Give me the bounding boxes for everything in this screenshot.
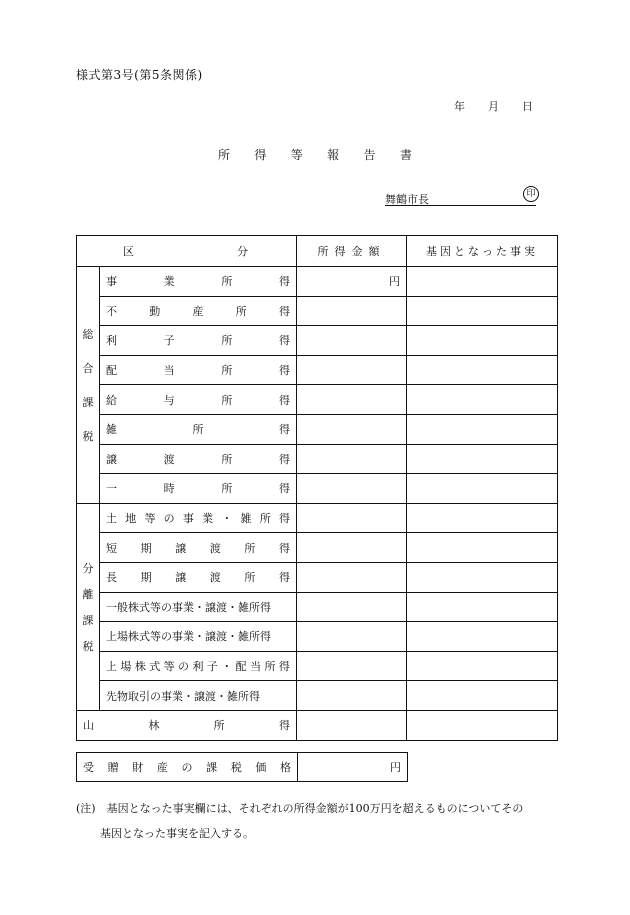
date-month-label: 月 xyxy=(488,100,499,113)
group-sogo-kazei xyxy=(77,267,100,504)
table-row xyxy=(77,474,558,504)
basis-field[interactable] xyxy=(407,474,558,504)
income-report-table xyxy=(76,235,558,741)
gift-label: 受 贈 財 産 の 課 税 価 格 xyxy=(77,753,298,782)
group-char: 課 xyxy=(82,613,94,627)
table-row xyxy=(77,622,558,652)
table-row xyxy=(77,267,558,297)
amount-field[interactable] xyxy=(297,355,407,385)
header-category-left: 区 xyxy=(123,245,134,258)
table-row xyxy=(77,753,408,782)
footnote xyxy=(76,796,556,846)
document-title xyxy=(150,146,480,163)
header-category-right: 分 xyxy=(237,245,248,258)
basis-field[interactable] xyxy=(407,385,558,415)
row-label: 利 子 所 得 xyxy=(100,326,297,356)
table-row xyxy=(77,385,558,415)
group-char: 税 xyxy=(82,429,94,443)
title-char: 報 xyxy=(327,148,340,162)
amount-field[interactable] xyxy=(297,533,407,563)
row-label: 長 期 譲 渡 所 得 xyxy=(100,562,297,592)
amount-field[interactable] xyxy=(297,503,407,533)
header-category xyxy=(77,236,297,267)
footnote-line-2: 基因となった事実を記入する。 xyxy=(100,827,254,840)
amount-field[interactable] xyxy=(297,651,407,681)
basis-field[interactable] xyxy=(407,622,558,652)
title-char: 得 xyxy=(254,148,267,162)
gift-amount-field[interactable]: 円 xyxy=(298,753,408,782)
row-label-sanrin: 山 林 所 得 xyxy=(77,710,297,740)
table-row xyxy=(77,681,558,711)
basis-field[interactable] xyxy=(407,533,558,563)
table-row xyxy=(77,592,558,622)
row-label: 土 地 等 の 事 業 ・ 雑 所 得 xyxy=(100,503,297,533)
amount-field[interactable] xyxy=(297,414,407,444)
table-row xyxy=(77,414,558,444)
table-row xyxy=(77,326,558,356)
table-row xyxy=(77,533,558,563)
title-char: 書 xyxy=(399,148,412,162)
basis-field[interactable] xyxy=(407,592,558,622)
amount-field[interactable] xyxy=(297,562,407,592)
addressee: 舞鶴市長 xyxy=(385,193,429,206)
footnote-line-1: (注) 基因となった事実欄には、それぞれの所得金額が100万円を超えるものについてその xyxy=(76,802,524,815)
amount-field[interactable] xyxy=(297,296,407,326)
row-label: 事 業 所 得 xyxy=(100,267,297,297)
row-label: 一般株式等の事業・譲渡・雑所得 xyxy=(100,592,297,622)
basis-field[interactable] xyxy=(407,503,558,533)
amount-field[interactable] xyxy=(297,622,407,652)
title-char: 所 xyxy=(218,148,231,162)
addressee-line[interactable] xyxy=(385,191,536,206)
title-char: 等 xyxy=(290,148,303,162)
basis-field[interactable] xyxy=(407,681,558,711)
table-row xyxy=(77,562,558,592)
basis-field[interactable] xyxy=(407,444,558,474)
group-bunri-kazei xyxy=(77,503,100,710)
basis-field[interactable] xyxy=(407,355,558,385)
basis-field[interactable] xyxy=(407,651,558,681)
amount-field[interactable] xyxy=(297,681,407,711)
table-header-row xyxy=(77,236,558,267)
date-day-label: 日 xyxy=(522,100,533,113)
title-char: 告 xyxy=(363,148,376,162)
group-char: 税 xyxy=(82,639,94,653)
table-row xyxy=(77,651,558,681)
row-label: 上場株式等の事業・譲渡・雑所得 xyxy=(100,622,297,652)
group-char: 離 xyxy=(82,587,94,601)
row-label: 一 時 所 得 xyxy=(100,474,297,504)
table-row xyxy=(77,710,558,740)
amount-field[interactable] xyxy=(297,444,407,474)
header-amount: 所得金額 xyxy=(297,236,407,267)
amount-field[interactable] xyxy=(297,592,407,622)
seal-mark: 印 xyxy=(523,186,539,202)
row-label: 不 動 産 所 得 xyxy=(100,296,297,326)
amount-field[interactable] xyxy=(297,385,407,415)
gift-property-table xyxy=(76,752,408,782)
table-row xyxy=(77,296,558,326)
amount-field[interactable] xyxy=(297,710,407,740)
row-label: 雑 所 得 xyxy=(100,414,297,444)
row-label: 先物取引の事業・譲渡・雑所得 xyxy=(100,681,297,711)
row-label: 給 与 所 得 xyxy=(100,385,297,415)
basis-field[interactable] xyxy=(407,414,558,444)
row-label: 上 場 株 式 等 の 利 子 ・ 配 当 所 得 xyxy=(100,651,297,681)
amount-field[interactable] xyxy=(297,474,407,504)
header-basis: 基因となった事実 xyxy=(407,236,558,267)
basis-field[interactable] xyxy=(407,562,558,592)
group-char: 課 xyxy=(82,395,94,409)
date-year-label: 年 xyxy=(454,100,465,113)
basis-field[interactable] xyxy=(407,296,558,326)
table-row xyxy=(77,355,558,385)
row-label: 譲 渡 所 得 xyxy=(100,444,297,474)
amount-field[interactable] xyxy=(297,326,407,356)
amount-field[interactable]: 円 xyxy=(297,267,407,297)
table-row xyxy=(77,444,558,474)
table-row xyxy=(77,503,558,533)
row-label: 配 当 所 得 xyxy=(100,355,297,385)
basis-field[interactable] xyxy=(407,710,558,740)
basis-field[interactable] xyxy=(407,326,558,356)
group-char: 総 xyxy=(82,327,94,341)
row-label: 短 期 譲 渡 所 得 xyxy=(100,533,297,563)
group-char: 合 xyxy=(82,361,94,375)
group-char: 分 xyxy=(82,561,94,575)
basis-field[interactable] xyxy=(407,267,558,297)
form-number: 様式第3号(第5条関係) xyxy=(76,68,203,82)
